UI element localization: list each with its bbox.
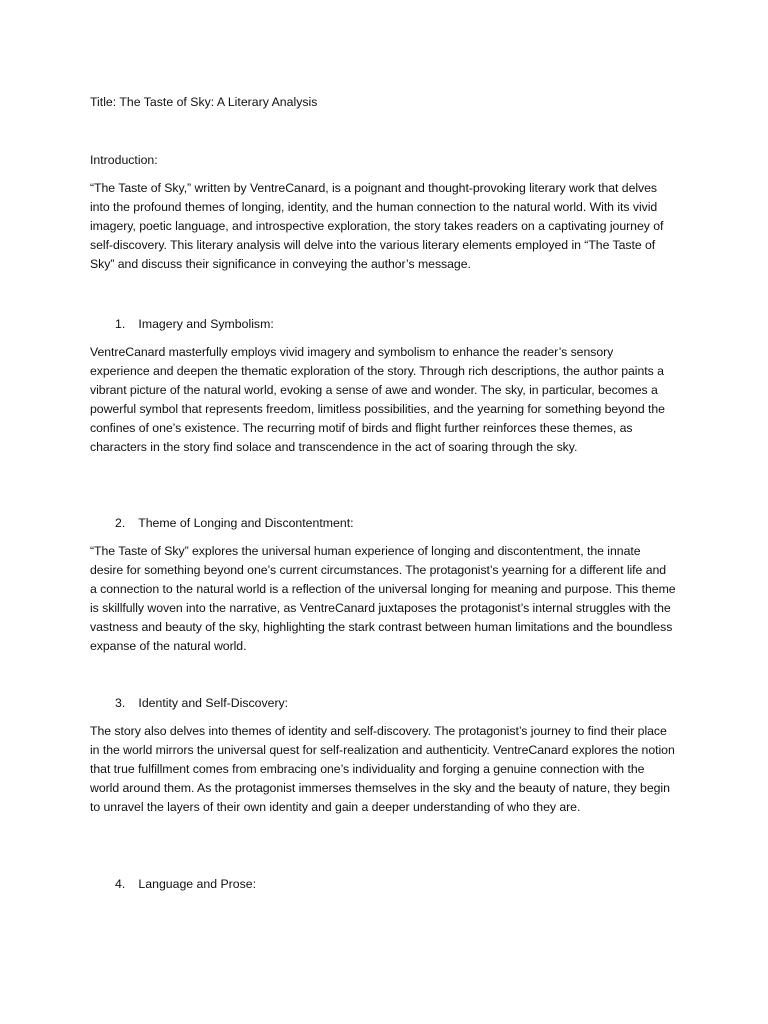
document-title: Title: The Taste of Sky: A Literary Analysis bbox=[90, 95, 318, 109]
section-3-paragraph: The story also delves into themes of identity and self-discovery. The protagonist’s journey to find their place in the world mirrors the universal quest for self-realization and authenticity. VentreCanard explores the notion that true fulfillment comes from embracing one’s individuality and forging a genuine connection with the world around them. As the protagonist immerses themselves in the sky and the beauty of nature, they begin to unravel the layers of their own identity and gain a deeper understanding of who they are. bbox=[90, 724, 675, 814]
section-3-title: Identity and Self-Discovery: bbox=[138, 696, 289, 710]
section-4-heading bbox=[115, 875, 256, 894]
section-4-number: 4. bbox=[115, 877, 126, 891]
section-3-heading bbox=[115, 694, 288, 713]
section-2-title: Theme of Longing and Discontentment: bbox=[138, 516, 354, 530]
introduction-paragraph: “The Taste of Sky,” written by VentreCanard, is a poignant and thought-provoking literary work that delves into the profound themes of longing, identity, and the human connection to the natural world. With its vivid imagery, poetic language, and introspective exploration, the story takes readers on a captivating journey of self-discovery. This literary analysis will delve into the various literary elements employed in “The Taste of Sky” and discuss their significance in conveying the author’s message. bbox=[90, 181, 664, 271]
section-1-number: 1. bbox=[115, 317, 126, 331]
section-1-paragraph: VentreCanard masterfully employs vivid imagery and symbolism to enhance the reader’s sensory experience and deepen the thematic exploration of the story. Through rich descriptions, the author paints a vibrant picture of the natural world, evoking a sense of awe and wonder. The sky, in particular, becomes a powerful symbol that represents freedom, limitless possibilities, and the yearning for something beyond the confines of one’s existence. The recurring motif of birds and flight further reinforces these themes, as characters in the story find solace and transcendence in the act of soaring through the sky. bbox=[90, 345, 665, 454]
section-2-number: 2. bbox=[115, 516, 126, 530]
introduction-heading: Introduction: bbox=[90, 153, 158, 167]
section-2-heading bbox=[115, 514, 354, 533]
section-2-paragraph: “The Taste of Sky” explores the universal human experience of longing and discontentment, the innate desire for something beyond one’s current circumstances. The protagonist’s yearning for a different life and a connection to the natural world is a reflection of the universal longing for meaning and purpose. This theme is skillfully woven into the narrative, as VentreCanard juxtaposes the protagonist’s internal struggles with the vastness and beauty of the sky, highlighting the stark contrast between human limitations and the boundless expanse of the natural world. bbox=[90, 544, 676, 653]
section-1-heading bbox=[115, 315, 274, 334]
section-3-number: 3. bbox=[115, 696, 126, 710]
section-1-title: Imagery and Symbolism: bbox=[138, 317, 274, 331]
section-4-title: Language and Prose: bbox=[138, 877, 257, 891]
